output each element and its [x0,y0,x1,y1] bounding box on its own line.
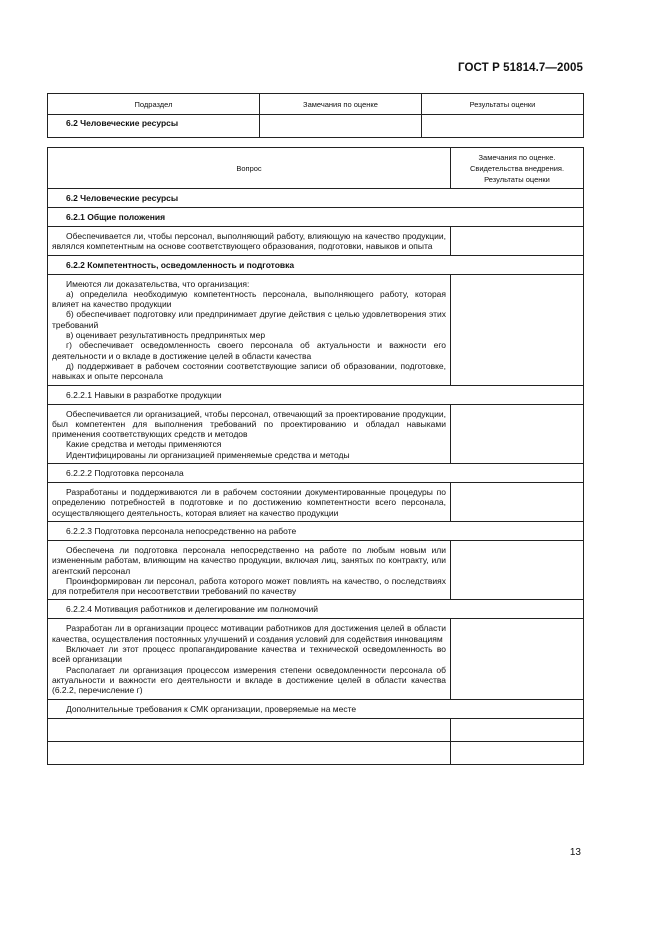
col-remarks-line-1: Замечания по оценке. [478,152,556,162]
answer-cell-6-2-2-3[interactable] [451,540,584,599]
col-remarks-evidence [451,148,584,189]
answer-cell-6-2-2[interactable] [451,274,584,385]
question-6-2-2 [48,274,451,385]
question-text: Обеспечивается ли, чтобы персонал, выполняющий работу, влияющую на качество продукции, являлся компетентным на основе соответствующего образования, подготовки, навыков и опыта [52,231,446,252]
col-remarks: Замечания по оценке [260,94,422,115]
questions-table [47,147,584,765]
additional-blank-1[interactable] [48,718,451,741]
question-6-2-2-2 [48,483,451,522]
answer-cell-6-2-2-4[interactable] [451,619,584,699]
col-subsection: Подраздел [48,94,260,115]
subsection-cell: 6.2 Человеческие ресурсы [48,115,260,138]
section-6-2-title: 6.2 Человеческие ресурсы [48,189,584,208]
question-6-2-2-3 [48,540,451,599]
section-6-2-2-1-title: 6.2.2.1 Навыки в разработке продукции [48,385,584,404]
additional-answer-2[interactable] [451,741,584,764]
question-line: а) определила необходимую компетентность персонала, выполняющего работу, которая влияет на качество продукции [52,288,446,310]
section-6-2-2-4-title: 6.2.2.4 Мотивация работников и делегирование им полномочий [48,600,584,619]
remarks-cell [260,115,422,138]
question-line: Какие средства и методы применяются [66,439,222,450]
col-results: Результаты оценки [422,94,584,115]
question-line: Разработан ли в организации процесс мотивации работников для достижения целей в области качества, осуществления постоянных улучшений и создания условий для содействия инновациям [52,623,446,644]
section-6-2-1-title: 6.2.1 Общие положения [48,208,584,227]
question-line: Обеспечена ли подготовка персонала непосредственно на работе по любым новым или измененным работам, влияющим на качество продукции, включая лиц, занятых по контракту, или агентский персонал [52,544,446,576]
additional-requirements-title: Дополнительные требования к СМК организации, проверяемые на месте [48,699,584,718]
additional-answer-1[interactable] [451,718,584,741]
section-6-2-2-title: 6.2.2 Компетентность, осведомленность и подготовка [48,255,584,274]
question-line: Проинформирован ли персонал, работа которого может повлиять на качество, о последствиях для потребителя при несоответствии требований по качеству [52,575,446,597]
question-6-2-1 [48,227,451,256]
results-cell [422,115,584,138]
question-line: Обеспечивается ли организацией, чтобы персонал, отвечающий за проектирование продукции, был компетентен для выполнения требований по проектированию и обладал навыками применения соответствующих средств и методов [52,408,446,440]
answer-cell-6-2-1[interactable] [451,227,584,256]
answer-cell-6-2-2-1[interactable] [451,404,584,463]
standard-designation: ГОСТ Р 51814.7—2005 [458,62,583,74]
question-line: б) обеспечивает подготовку или предпринимает другие действия с целью удовлетворения этих требований [52,309,446,330]
question-line: Располагает ли организация процессом измерения степени осведомленности персонала об актуальности и важности его деятельности и вкладе в достижение целей в области качества (6.2.2, перечисление г) [52,664,446,696]
col-remarks-line-2: Свидетельства внедрения. [469,163,565,173]
question-line: д) поддерживает в рабочем состоянии соответствующие записи об образовании, подготовке, навыках и опыте персонала [52,360,446,382]
col-question: Вопрос [48,148,451,189]
question-6-2-2-1 [48,404,451,463]
question-text: Разработаны и поддерживаются ли в рабочем состоянии документированные процедуры по определению потребностей в подготовке и по достижению компетентности всего персонала, осуществляющего деятельность, которая влияет на качество продукции [52,487,446,518]
subsection-summary-table [47,93,584,138]
question-line: Включает ли этот процесс пропагандирование качества и технической осведомленность во всей организации [52,644,446,665]
page-number: 13 [569,847,581,858]
col-remarks-line-3: Результаты оценки [484,174,550,184]
question-line: Идентифицированы ли организацией применяемые средства и методы [66,449,350,460]
additional-blank-2[interactable] [48,741,451,764]
question-line: в) оценивает результативность предпринятых мер [66,330,266,341]
section-6-2-2-2-title: 6.2.2.2 Подготовка персонала [48,464,584,483]
section-6-2-2-3-title: 6.2.2.3 Подготовка персонала непосредственно на работе [48,521,584,540]
question-line: г) обеспечивает осведомленность своего персонала об актуальности и важности его деятельности и о вкладе в достижение целей в области качества [52,340,446,361]
question-line: Имеются ли доказательства, что организация: [66,278,250,289]
question-6-2-2-4 [48,619,451,699]
answer-cell-6-2-2-2[interactable] [451,483,584,522]
